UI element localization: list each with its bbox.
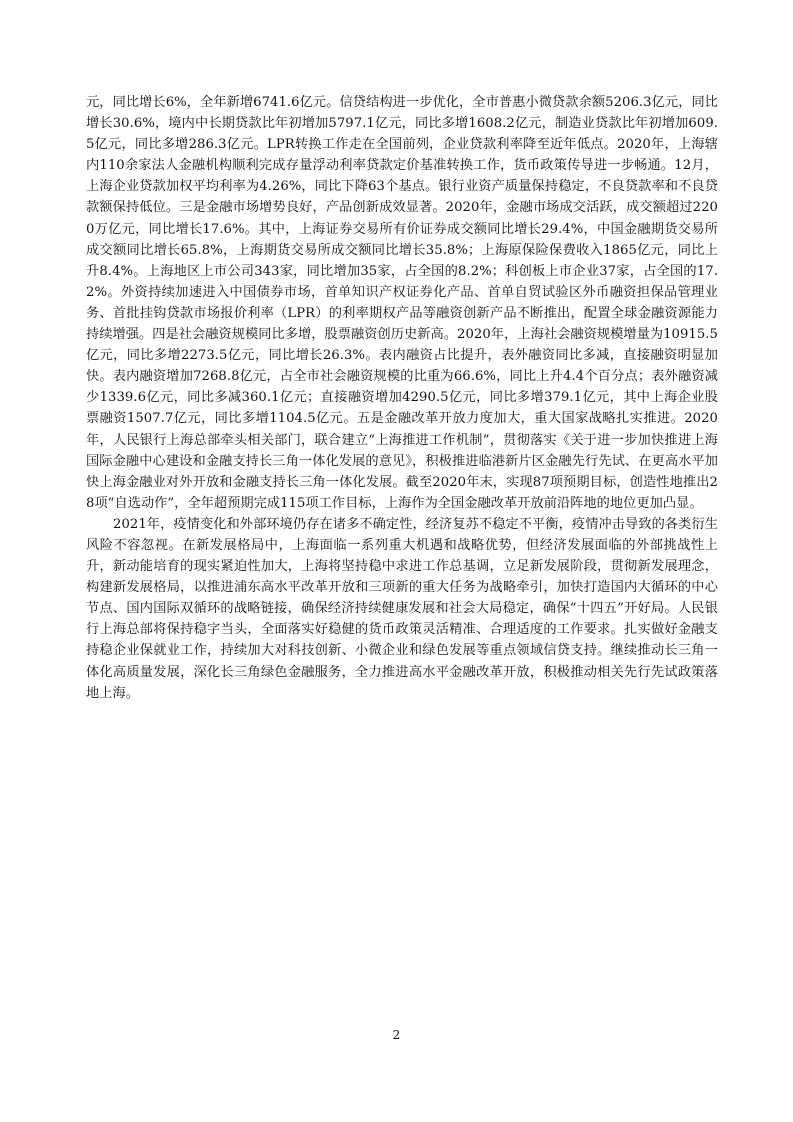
page-number: 2	[392, 1028, 401, 1042]
paragraph-outlook-2021: 2021年，疫情变化和外部环境仍存在诸多不确定性，经济复苏不稳定不平衡，疫情冲击导致的各类衍生风险不容忽视。在新发展格局中，上海面临一系列重大机遇和战略优势，但经济发展面临的外部挑战性上升，新动能培育的现实紧迫性加大，上海将坚持稳中求进工作总基调，立足新发展阶段，贯彻新发展理念，构建新发展格局，以推进浦东高水平改革开放和三项新的重大任务为战略牵引，加快打造国内大循环的中心节点、国内国际双循环的战略链接，确保经济持续健康发展和社会大局稳定，确保“十四五”开好局。人民银行上海总部将保持稳字当头，全面落实好稳健的货币政策灵活精准、合理适度的工作要求。扎实做好金融支持稳企业保就业工作，持续加大对科技创新、小微企业和绿色发展等重点领域信贷支持。继续推动长三角一体化高质量发展，深化长三角绿色金融服务，全力推进高水平金融改革开放，积极推动相关先行先试政策落地上海。	[86, 516, 718, 701]
body-text	[86, 92, 718, 704]
paragraph-continuation: 元，同比增长6%，全年新增6741.6亿元。信贷结构进一步优化，全市普惠小微贷款余额5206.3亿元，同比增长30.6%，境内中长期贷款比年初增加5797.1亿元，同比多增1608.2亿元，制造业贷款比年初增加609.5亿元，同比多增286.3亿元。LPR转换工作走在全国前列，企业贷款利率降至近年低点。2020年，上海辖内110余家法人金融机构顺利完成存量浮动利率贷款定价基准转换工作，货币政策传导进一步畅通。12月，上海企业贷款加权平均利率为4.26%，同比下降63个基点。银行业资产质量保持稳定，不良贷款率和不良贷款额保持低位。三是金融市场增势良好，产品创新成效显著。2020年，金融市场成交活跃，成交额超过2200万亿元，同比增长17.6%。其中，上海证券交易所有价证券成交额同比增长29.4%，中国金融期货交易所成交额同比增长65.8%，上海期货交易所成交额同比增长35.8%；上海原保险保费收入1865亿元，同比上升8.4%。上海地区上市公司343家，同比增加35家，占全国的8.2%；科创板上市企业37家，占全国的17.2%。外资持续加速进入中国债券市场，首单知识产权证券化产品、首单自贸试验区外币融资担保品管理业务、首批挂钩贷款市场报价利率（LPR）的利率期权产品等融资创新产品不断推出，配置全球金融资源能力持续增强。四是社会融资规模同比多增，股票融资创历史新高。2020年，上海社会融资规模增量为10915.5亿元，同比多增2273.5亿元，同比增长26.3%。表内融资占比提升，表外融资同比多减，直接融资明显加快。表内融资增加7268.8亿元，占全市社会融资规模的比重为66.6%，同比上升4.4个百分点；表外融资减少1339.6亿元，同比多减360.1亿元；直接融资增加4290.5亿元，同比多增379.1亿元，其中上海企业股票融资1507.7亿元，同比多增1104.5亿元。五是金融改革开放力度加大，重大国家战略扎实推进。2020年，人民银行上海总部牵头相关部门，联合建立“上海推进工作机制”，贯彻落实《关于进一步加快推进上海国际金融中心建设和金融支持长三角一体化发展的意见》，积极推进临港新片区金融先行先试、在更高水平加快上海金融业对外开放和金融支持长三角一体化发展。截至2020年末，实现87项预期目标，创造性地推出28项“自选动作”，全年超预期完成115项工作目标，上海作为全国金融改革开放前沿阵地的地位更加凸显。	[86, 95, 718, 511]
